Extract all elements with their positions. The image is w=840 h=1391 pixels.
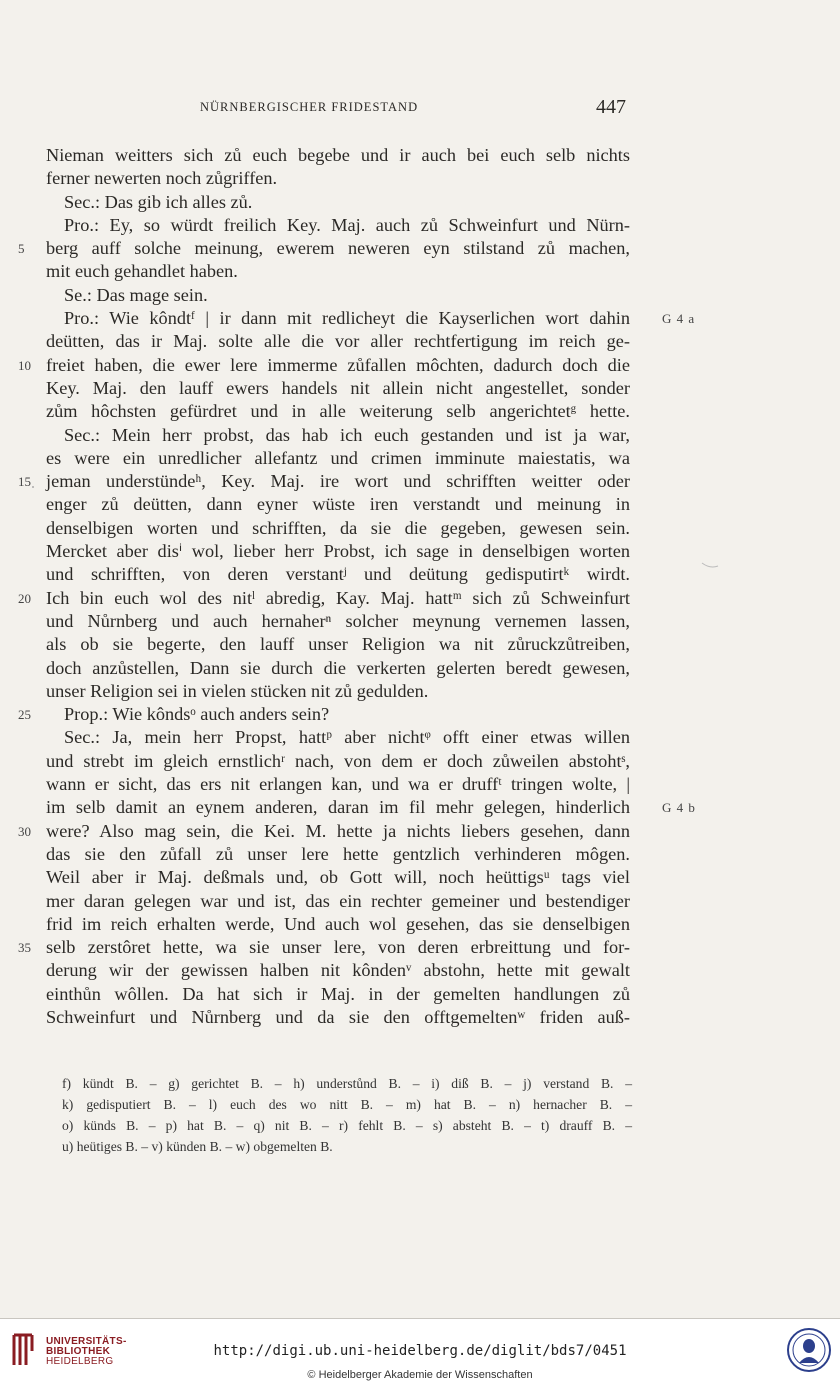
text-line: Sec.: Das gib ich alles zů. — [64, 191, 253, 212]
text-line: enger zů deütten, dann eyner wüste iren verstandt und meinung in — [46, 494, 630, 515]
copyright-notice: © Heidelberger Akademie der Wissenschaften — [307, 1369, 533, 1381]
text-line: im selb damit an eynem anderen, daran im fil mehr gelegen, hinderlich G 4 b — [46, 796, 630, 819]
text-line: 25 Prop.: Wie kôndsᵒ auch anders sein? — [46, 703, 630, 726]
margin-note-folio: G 4 a — [662, 311, 696, 327]
line-number: 5 — [18, 241, 25, 257]
permalink-url[interactable]: http://digi.ub.uni-heidelberg.de/diglit/bds7/0451 — [213, 1343, 627, 1359]
text-line: 35 selb zerstôret hette, wa sie unser lere, von deren erbreittung und for- — [46, 936, 630, 959]
body-text — [18, 144, 696, 1029]
footnote-line: f) kündt B. – g) gerichtet B. – h) understůnd B. – i) diß B. – j) verstand B. – — [62, 1076, 632, 1091]
text-line: wann er sicht, das ers nit erlangen kan, und wa er druffᵗ tringen wolte, | — [46, 774, 630, 795]
text-line: Mercket aber disⁱ wol, lieber herr Probst, ich sage in denselbigen worten — [46, 541, 630, 562]
text-line: Key. Maj. den lauff ewers handels nit allein nicht angestellet, sonder — [46, 377, 630, 398]
line-number: 35 — [18, 940, 31, 956]
page-number: 447 — [596, 96, 626, 118]
academy-seal-icon — [786, 1327, 832, 1373]
library-name: UNIVERSITÄTS- BIBLIOTHEK HEIDELBERG — [46, 1336, 127, 1367]
text-line: ferner newerten noch zůgriffen. — [46, 168, 278, 189]
text-line: frid im reich erhalten werde, Und auch wol gesehen, das sie denselbigen — [46, 913, 630, 934]
footnote-line: u) heütiges B. – v) künden B. – w) obgemelten B. — [62, 1139, 333, 1154]
text-line: mer daran gelegen war und ist, das ein rechter gemeiner und bestendiger — [46, 890, 630, 911]
footnote-line: k) gedisputiert B. – l) euch des wo nitt B. – m) hat B. – n) hernacher B. – — [62, 1097, 632, 1112]
text-line: Sec.: Ja, mein herr Propst, hattᵖ aber nichtᵠ offt einer etwas willen — [64, 727, 630, 748]
text-line: unser Religion sei in vielen stücken nit zů gedulden. — [46, 680, 429, 701]
text-line: derung wir der gewissen halben nit kôndenᵛ abstohn, hette mit gewalt — [46, 960, 630, 981]
text-line: Pro.: Wie kôndtᶠ | ir dann mit redlicheyt die Kayserlichen wort dahin G 4 a — [46, 307, 630, 330]
text-line: 10 freiet haben, die ewer lere immerme zůfallen môchten, dadurch doch die — [46, 354, 630, 377]
text-line: deütten, das ir Maj. solte alle die vor aller rechtfertigung im reich ge- — [46, 331, 630, 352]
text-line: 20 Ich bin euch wol des nitˡ abredig, Kay. Maj. hattᵐ sich zů Schweinfurt — [46, 587, 630, 610]
line-number: 15 — [18, 474, 31, 490]
page-speck — [30, 484, 36, 490]
text-line: mit euch gehandlet haben. — [46, 261, 238, 282]
page-mark — [700, 560, 720, 570]
text-line: Nieman weitters sich zů euch begebe und ir auch bei euch selb nichts — [46, 145, 630, 165]
line-number: 30 — [18, 823, 31, 839]
text-line: das sie den zůfall zů unser lere hette gentzlich verhinderen môgen. — [46, 843, 630, 864]
text-line: 15 jeman understündeʰ, Key. Maj. ire wort und schrifften weitter oder — [46, 470, 630, 493]
text-line: es were ein unredlicher allefantz und crimen imminute maiestatis, wa — [46, 447, 630, 468]
text-line: Schweinfurt und Nůrnberg und da sie den offtgemeltenʷ friden auß- — [46, 1006, 630, 1027]
text-line: und schrifften, von deren verstantʲ und deütung gedisputirtᵏ wirdt. — [46, 564, 630, 585]
text-line: und Nůrnberg und auch hernaherⁿ solcher meynung vernemen lassen, — [46, 610, 630, 631]
text-line: Weil aber ir Maj. deßmals und, ob Gott will, noch heüttigsᵘ tags viel — [46, 867, 630, 888]
line-number: 20 — [18, 590, 31, 606]
text-line: 5 berg auff solche meinung, ewerem neweren eyn stilstand zů machen, — [46, 237, 630, 260]
footnote-line: o) künds B. – p) hat B. – q) nit B. – r) fehlt B. – s) absteht B. – t) drauff B. – — [62, 1118, 632, 1133]
text-line: und strebt im gleich ernstlichʳ nach, von dem er doch zůweilen abstohtˢ, — [46, 750, 630, 771]
text-line: zům hôchsten gefürdret und in alle weiterung selb angerichtetᵍ hette. — [46, 401, 630, 422]
text-line: 30 were? Also mag sein, die Kei. M. hette ja nichts liebers gesehen, dann — [46, 820, 630, 843]
margin-note-folio: G 4 b — [662, 800, 696, 816]
text-line: einthůn wôllen. Da hat sich ir Maj. in der gemelten handlungen zů — [46, 983, 630, 1004]
text-line: denselbigen worten und schrifften, da sie die gegeben, gewesen sein. — [46, 517, 630, 538]
text-line: doch anzůstellen, Dann sie durch die verkerten gelerten beredt gewesen, — [46, 657, 630, 678]
line-number: 10 — [18, 357, 31, 373]
footer-bar — [0, 1318, 840, 1391]
footnotes — [62, 1073, 632, 1157]
text-line: Se.: Das mage sein. — [64, 284, 208, 305]
text-line: Sec.: Mein herr probst, das hab ich euch gestanden und ist ja war, — [64, 424, 630, 445]
text-line: als ob sie begerte, den lauff unser Religion wa nit zůruckzůtreiben, — [46, 634, 630, 655]
line-number: 25 — [18, 707, 31, 723]
running-head: NÜRNBERGISCHER FRIDESTAND — [200, 100, 419, 114]
text-line: Pro.: Ey, so würdt freilich Key. Maj. auch zů Schweinfurt und Nürn- — [64, 214, 630, 235]
